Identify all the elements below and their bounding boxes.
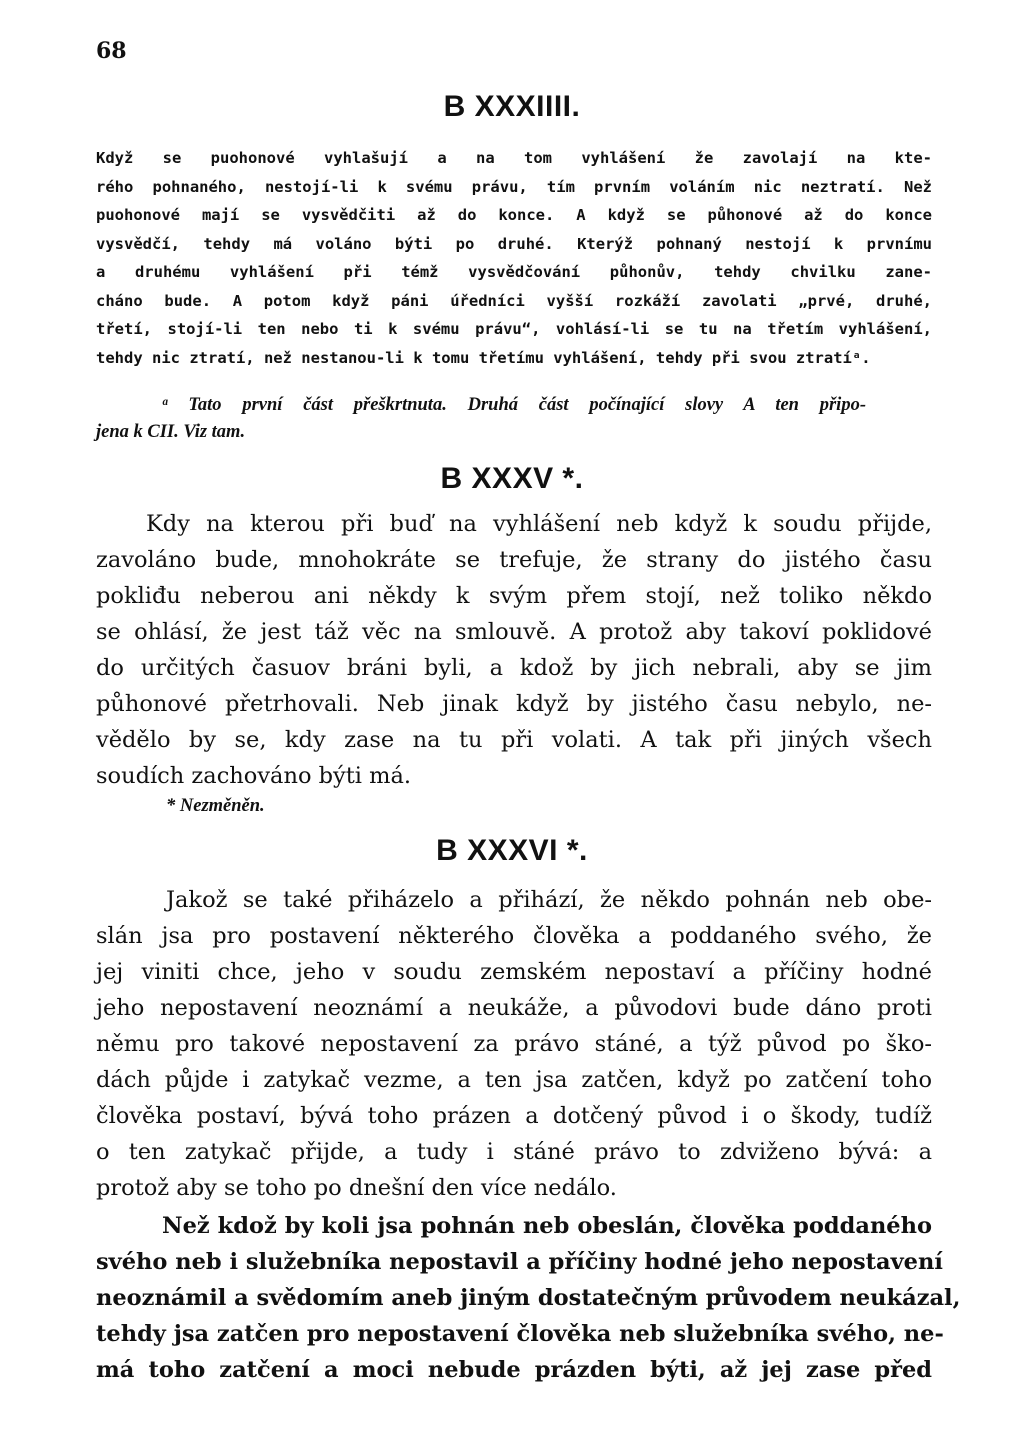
text-line: pokliđu neberou ani někdy k svým přem stojí, než toliko někdo (96, 583, 932, 609)
text-line: má toho zatčení a moci nebude prázden býti, až jej zase před (96, 1357, 932, 1383)
text-line: Když se puohonové vyhlašují a na tom vyhlášení že zavolají na kte- (96, 149, 932, 167)
text-line: jej viniti chce, jeho v soudu zemském nepostaví a příčiny hodné (96, 959, 932, 985)
text-line: puohonové mají se vysvědčiti až do konce. A když se půhonové až do konce (96, 206, 932, 224)
text-line: půhonové přetrhovali. Neb jinak když by jistého času nebylo, ne- (96, 691, 932, 717)
text-line: o ten zatykač přijde, a tudy i stáné právo to zdviženo bývá: a (96, 1139, 932, 1165)
text-line: cháno bude. A potom když páni úředníci vyšší rozkáží zavolati „prvé, druhé, (96, 291, 932, 310)
footnote-line: jena k CII. Viz tam. (96, 422, 246, 442)
text-line: protož aby se toho po dnešní den více nedálo. (96, 1175, 617, 1201)
page-number: 68 (96, 38, 127, 64)
section-36-paragraph-1 (96, 882, 932, 1206)
text-line: rého pohnaného, nestojí-li k svému právu, tím prvním voláním nic neztratí. Než (96, 177, 932, 196)
section-34-footnote (96, 392, 932, 446)
section-heading-35: B XXXV *. (440, 462, 584, 495)
text-line: dách půjde i zatykač vezme, a ten jsa zatčen, když po zatčení toho (96, 1067, 932, 1093)
text-line: do určitých časuov bráni byli, a kdož by jich nebrali, aby se jim (96, 655, 932, 681)
section-heading-36: B XXXVI *. (436, 834, 588, 867)
text-line: a druhému vyhlášení při témž vysvědčování půhonův, tehdy chvilku zane- (96, 263, 932, 281)
text-line: svého neb i služebníka nepostavil a příčiny hodné jeho nepostavení (96, 1249, 943, 1275)
text-line: němu pro takové nepostavení za právo stáné, a týž původ po ško- (96, 1031, 932, 1057)
text-line: člověka postaví, bývá toho prázen a dotčený původ i o škody, tudíž (96, 1103, 932, 1129)
text-line: slán jsa pro postavení některého člověka a poddaného svého, že (96, 923, 932, 949)
text-line: zavoláno bude, mnohokráte se trefuje, že strany do jistého času (96, 547, 932, 573)
text-line: tehdy jsa zatčen pro nepostavení člověka neb služebníka svého, ne- (96, 1321, 944, 1347)
text-line: vysvědčí, tehdy má voláno býti po druhé. Kterýž pohnaný nestojí k prvnímu (96, 234, 932, 253)
section-34-body (96, 144, 932, 372)
footnote-line: ᵃ Tato první část přeškrtnuta. Druhá část počínající slovy A ten připo- (162, 395, 866, 415)
text-line: soudích zachováno býti má. (96, 763, 412, 789)
section-35-footnote: * Nezměněn. (166, 796, 265, 816)
section-36-paragraph-2 (96, 1208, 961, 1388)
text-line: Kdy na kterou při buď na vyhlášení neb když k soudu přijde, (146, 511, 932, 537)
text-line: Než kdož by koli jsa pohnán neb obeslán, člověka poddaného (162, 1213, 932, 1239)
text-line: vědělo by se, kdy zase na tu při volati. A tak při jiných všech (96, 727, 932, 753)
text-line: jeho nepostavení neoznámí a neukáže, a původovi bude dáno proti (96, 995, 932, 1021)
section-35-body (96, 506, 932, 794)
text-line: Jakož se také přiházelo a přihází, že někdo pohnán neb obe- (166, 887, 932, 913)
text-line: třetí, stojí-li ten nebo ti k svému právu“, vohlásí-li se tu na třetím vyhlášení, (96, 320, 932, 338)
section-heading-34: B XXXIIII. (443, 90, 581, 123)
text-line: tehdy nic ztratí, než nestanou-li k tomu třetímu vyhlášení, tehdy při svou ztratíᵃ. (96, 348, 871, 367)
text-line: se ohlásí, že jest táž věc na smlouvě. A protož aby takoví poklidové (96, 619, 932, 645)
text-line: neoznámil a svědomím aneb jiným dostatečným průvodem neukázal, (96, 1285, 961, 1311)
